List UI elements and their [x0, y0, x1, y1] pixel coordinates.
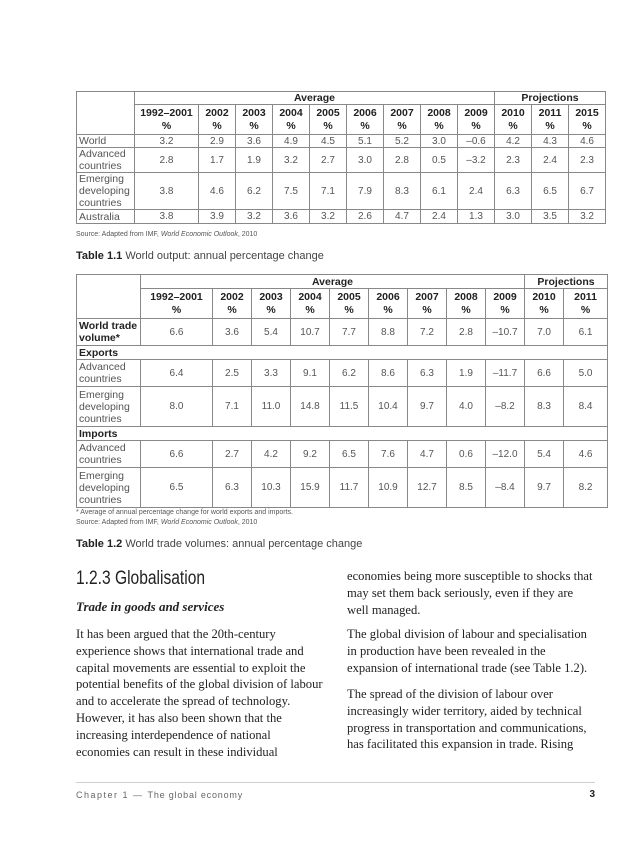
data-cell: 7.9: [347, 173, 384, 210]
year-column-header: [495, 105, 532, 135]
data-cell: 6.6: [141, 319, 213, 346]
footer-divider: [76, 782, 595, 783]
unit-label: %: [323, 119, 333, 132]
data-cell: 4.2: [495, 135, 532, 148]
year-column-header: [236, 105, 273, 135]
data-cell: 6.3: [213, 468, 252, 508]
data-cell: 2.3: [495, 148, 532, 173]
data-cell: 10.3: [252, 468, 291, 508]
row-label: Emerging developing countries: [77, 173, 135, 210]
data-cell: 15.9: [291, 468, 330, 508]
year-label: 1992–2001: [150, 290, 203, 303]
page-number: 3: [589, 789, 595, 800]
unit-label: %: [461, 303, 471, 316]
year-label: 2009: [464, 106, 488, 119]
data-cell: 8.5: [447, 468, 486, 508]
right-column-paragraph-2: The global division of labour and specialisation in production have been revealed in the expansion of international trade (see Table 1.2).: [347, 627, 588, 675]
table-row: [77, 387, 608, 427]
data-cell: 3.9: [199, 210, 236, 224]
data-cell: 6.5: [532, 173, 569, 210]
data-cell: 2.9: [199, 135, 236, 148]
section-row: [77, 346, 608, 360]
data-cell: 6.6: [525, 360, 564, 387]
group-header-projections: Projections: [495, 92, 606, 105]
data-cell: 2.5: [213, 360, 252, 387]
unit-label: %: [171, 303, 182, 316]
data-cell: 6.5: [330, 441, 369, 468]
data-cell: 3.0: [421, 135, 458, 148]
row-label: Advanced countries: [77, 148, 135, 173]
year-column-header: [135, 105, 199, 135]
data-cell: 7.1: [310, 173, 347, 210]
left-column-paragraph: It has been argued that the 20th-century experience shows that international trade and capital movements are essential to exploit the potential benefits of the global division of labour and to accelerate the spread of technology. However, it has also been shown that the increasing interdependence of national economies can result in these individual: [76, 627, 323, 759]
table-row: [77, 210, 606, 224]
year-column-header: [252, 289, 291, 319]
data-cell: 7.2: [408, 319, 447, 346]
source-title: World Economic Outlook: [160, 519, 238, 526]
year-label: 2004: [298, 290, 322, 303]
data-cell: –10.7: [486, 319, 525, 346]
data-cell: 3.6: [236, 135, 273, 148]
data-cell: 2.8: [447, 319, 486, 346]
data-cell: 3.8: [135, 173, 199, 210]
group-header-projections: Projections: [525, 275, 608, 289]
group-header-average: Average: [135, 92, 495, 105]
data-cell: 3.3: [252, 360, 291, 387]
unit-label: %: [383, 303, 393, 316]
data-cell: 4.0: [447, 387, 486, 427]
data-cell: 3.6: [273, 210, 310, 224]
year-column-header: [291, 289, 330, 319]
data-cell: 2.7: [213, 441, 252, 468]
data-cell: –11.7: [486, 360, 525, 387]
unit-label: %: [360, 119, 370, 132]
data-cell: –8.4: [486, 468, 525, 508]
year-column-header: [564, 289, 608, 319]
data-cell: 3.2: [310, 210, 347, 224]
data-cell: 4.9: [273, 135, 310, 148]
data-cell: 11.5: [330, 387, 369, 427]
table-source-note: [76, 231, 257, 238]
data-cell: 10.9: [369, 468, 408, 508]
year-column-header: [532, 105, 569, 135]
row-label: Australia: [77, 210, 135, 224]
year-column-header: [213, 289, 252, 319]
data-cell: 5.0: [564, 360, 608, 387]
data-cell: 3.2: [236, 210, 273, 224]
year-column-header: [310, 105, 347, 135]
data-cell: 4.6: [564, 441, 608, 468]
table-row: [77, 135, 606, 148]
unit-label: %: [397, 119, 407, 132]
data-cell: 3.0: [495, 210, 532, 224]
data-cell: –12.0: [486, 441, 525, 468]
data-cell: 4.6: [199, 173, 236, 210]
data-cell: 6.5: [141, 468, 213, 508]
data-cell: 6.2: [236, 173, 273, 210]
data-cell: 2.6: [347, 210, 384, 224]
source-suffix: , 2010: [237, 519, 258, 526]
data-cell: 8.8: [369, 319, 408, 346]
data-cell: 6.2: [330, 360, 369, 387]
year-column-header: [141, 289, 213, 319]
section-subheading: Trade in goods and services: [76, 599, 225, 614]
year-label: 2011: [538, 106, 562, 119]
data-cell: 5.1: [347, 135, 384, 148]
row-label: Advanced countries: [77, 441, 141, 468]
data-cell: 3.0: [347, 148, 384, 173]
year-label: 2006: [353, 106, 377, 119]
year-label: 2006: [376, 290, 400, 303]
data-cell: 10.7: [291, 319, 330, 346]
year-label: 2005: [316, 106, 340, 119]
right-column-paragraph-3: The spread of the division of labour over increasingly wider territory, aided by technical progress in transportation and communications, has facilitated this expansion in trade. Rising: [347, 687, 587, 752]
section-label: Exports: [77, 346, 608, 360]
unit-label: %: [582, 119, 592, 132]
unit-label: %: [545, 119, 555, 132]
unit-label: %: [539, 303, 549, 316]
data-cell: 1.9: [236, 148, 273, 173]
unit-label: %: [580, 303, 591, 316]
row-label: World trade volume*: [77, 319, 141, 346]
data-cell: 4.3: [532, 135, 569, 148]
data-cell: 0.6: [447, 441, 486, 468]
data-cell: 3.5: [532, 210, 569, 224]
table-footnote: * Average of annual percentage change for world exports and imports.: [76, 509, 294, 516]
data-cell: 9.7: [408, 387, 447, 427]
table-caption: [76, 250, 324, 262]
data-cell: 9.7: [525, 468, 564, 508]
data-cell: 4.2: [252, 441, 291, 468]
year-column-header: [569, 105, 606, 135]
year-column-header: [273, 105, 310, 135]
source-prefix: Source: Adapted from IMF,: [76, 231, 161, 238]
data-cell: 6.7: [569, 173, 606, 210]
data-cell: 10.4: [369, 387, 408, 427]
data-cell: 3.2: [569, 210, 606, 224]
table-source-note: [76, 519, 257, 526]
data-cell: 3.2: [135, 135, 199, 148]
unit-label: %: [266, 303, 276, 316]
data-cell: 7.0: [525, 319, 564, 346]
year-label: 2007: [415, 290, 439, 303]
data-cell: 4.7: [408, 441, 447, 468]
unit-label: %: [286, 119, 296, 132]
data-cell: 14.8: [291, 387, 330, 427]
running-footer: Chapter 1 — The global economy: [76, 790, 243, 800]
unit-label: %: [227, 303, 237, 316]
year-label: 2007: [390, 106, 414, 119]
unit-label: %: [422, 303, 432, 316]
unit-label: %: [249, 119, 259, 132]
data-cell: 8.2: [564, 468, 608, 508]
table-row: [77, 148, 606, 173]
year-label: 2002: [205, 106, 229, 119]
unit-label: %: [212, 119, 222, 132]
year-column-header: [421, 105, 458, 135]
year-label: 2008: [427, 106, 451, 119]
data-cell: 6.6: [141, 441, 213, 468]
table-row: [77, 441, 608, 468]
table-corner-cell: [77, 275, 141, 319]
source-suffix: , 2010: [237, 231, 258, 238]
data-cell: 6.1: [564, 319, 608, 346]
data-cell: 1.7: [199, 148, 236, 173]
year-label: 1992–2001: [140, 106, 193, 119]
source-title: World Economic Outlook: [160, 231, 238, 238]
data-cell: 6.4: [141, 360, 213, 387]
data-cell: 11.7: [330, 468, 369, 508]
data-cell: 2.8: [384, 148, 421, 173]
section-row: [77, 427, 608, 441]
data-cell: 6.1: [421, 173, 458, 210]
year-label: 2010: [532, 290, 556, 303]
year-label: 2008: [454, 290, 478, 303]
source-prefix: Source: Adapted from IMF,: [76, 519, 161, 526]
unit-label: %: [500, 303, 510, 316]
data-cell: 9.2: [291, 441, 330, 468]
year-label: 2010: [501, 106, 525, 119]
row-label: Advanced countries: [77, 360, 141, 387]
table-row: [77, 360, 608, 387]
unit-label: %: [344, 303, 354, 316]
data-cell: 1.3: [458, 210, 495, 224]
table-row: [77, 173, 606, 210]
unit-label: %: [434, 119, 444, 132]
data-cell: 11.0: [252, 387, 291, 427]
year-column-header: [408, 289, 447, 319]
data-cell: 8.6: [369, 360, 408, 387]
year-column-header: [330, 289, 369, 319]
data-cell: 6.3: [408, 360, 447, 387]
data-cell: 3.6: [213, 319, 252, 346]
data-cell: 7.6: [369, 441, 408, 468]
row-label: World: [77, 135, 135, 148]
year-label: 2003: [242, 106, 266, 119]
table-world-trade-volumes: [76, 274, 608, 508]
table-corner-cell: [77, 92, 135, 135]
year-label: 2005: [337, 290, 361, 303]
year-column-header: [486, 289, 525, 319]
year-column-header: [458, 105, 495, 135]
data-cell: 5.4: [525, 441, 564, 468]
year-column-header: [384, 105, 421, 135]
table-caption: [76, 538, 362, 550]
data-cell: 2.3: [569, 148, 606, 173]
table-title: World output: annual percentage change: [122, 250, 324, 262]
data-cell: 2.4: [458, 173, 495, 210]
data-cell: 5.2: [384, 135, 421, 148]
year-label: 2011: [574, 290, 597, 303]
data-cell: 2.8: [135, 148, 199, 173]
data-cell: –3.2: [458, 148, 495, 173]
data-cell: 5.4: [252, 319, 291, 346]
data-cell: 1.9: [447, 360, 486, 387]
year-column-header: [347, 105, 384, 135]
right-column-paragraph-1: economies being more susceptible to shocks that may set them back seriously, even if they are well managed.: [347, 569, 593, 617]
data-cell: 8.3: [525, 387, 564, 427]
data-cell: 4.5: [310, 135, 347, 148]
year-label: 2003: [259, 290, 283, 303]
data-cell: 8.0: [141, 387, 213, 427]
data-cell: 7.7: [330, 319, 369, 346]
data-cell: 12.7: [408, 468, 447, 508]
unit-label: %: [305, 303, 315, 316]
unit-label: %: [161, 119, 172, 132]
unit-label: %: [471, 119, 481, 132]
data-cell: 7.5: [273, 173, 310, 210]
unit-label: %: [508, 119, 518, 132]
data-cell: 4.7: [384, 210, 421, 224]
year-column-header: [525, 289, 564, 319]
data-cell: 2.4: [532, 148, 569, 173]
data-cell: 4.6: [569, 135, 606, 148]
table-row: [77, 319, 608, 346]
data-cell: 2.7: [310, 148, 347, 173]
year-label: 2015: [575, 106, 599, 119]
footer-title: The global economy: [147, 790, 243, 800]
year-label: 2009: [493, 290, 517, 303]
data-cell: 8.4: [564, 387, 608, 427]
group-header-average: Average: [141, 275, 525, 289]
table-number: Table 1.1: [76, 250, 123, 262]
data-cell: –8.2: [486, 387, 525, 427]
data-cell: 0.5: [421, 148, 458, 173]
year-label: 2002: [220, 290, 244, 303]
table-world-output: [76, 91, 606, 224]
data-cell: 9.1: [291, 360, 330, 387]
data-cell: 6.3: [495, 173, 532, 210]
section-label: Imports: [77, 427, 608, 441]
year-column-header: [369, 289, 408, 319]
table-title: World trade volumes: annual percentage change: [122, 538, 363, 550]
data-cell: 2.4: [421, 210, 458, 224]
data-cell: 8.3: [384, 173, 421, 210]
table-row: [77, 468, 608, 508]
row-label: Emerging developing countries: [77, 468, 141, 508]
data-cell: 3.8: [135, 210, 199, 224]
year-label: 2004: [279, 106, 303, 119]
footer-chapter: Chapter 1: [76, 790, 130, 800]
table-number: Table 1.2: [76, 538, 123, 550]
section-heading: 1.2.3 Globalisation: [76, 568, 206, 589]
data-cell: 7.1: [213, 387, 252, 427]
data-cell: –0.6: [458, 135, 495, 148]
year-column-header: [199, 105, 236, 135]
data-cell: 3.2: [273, 148, 310, 173]
row-label: Emerging developing countries: [77, 387, 141, 427]
year-column-header: [447, 289, 486, 319]
